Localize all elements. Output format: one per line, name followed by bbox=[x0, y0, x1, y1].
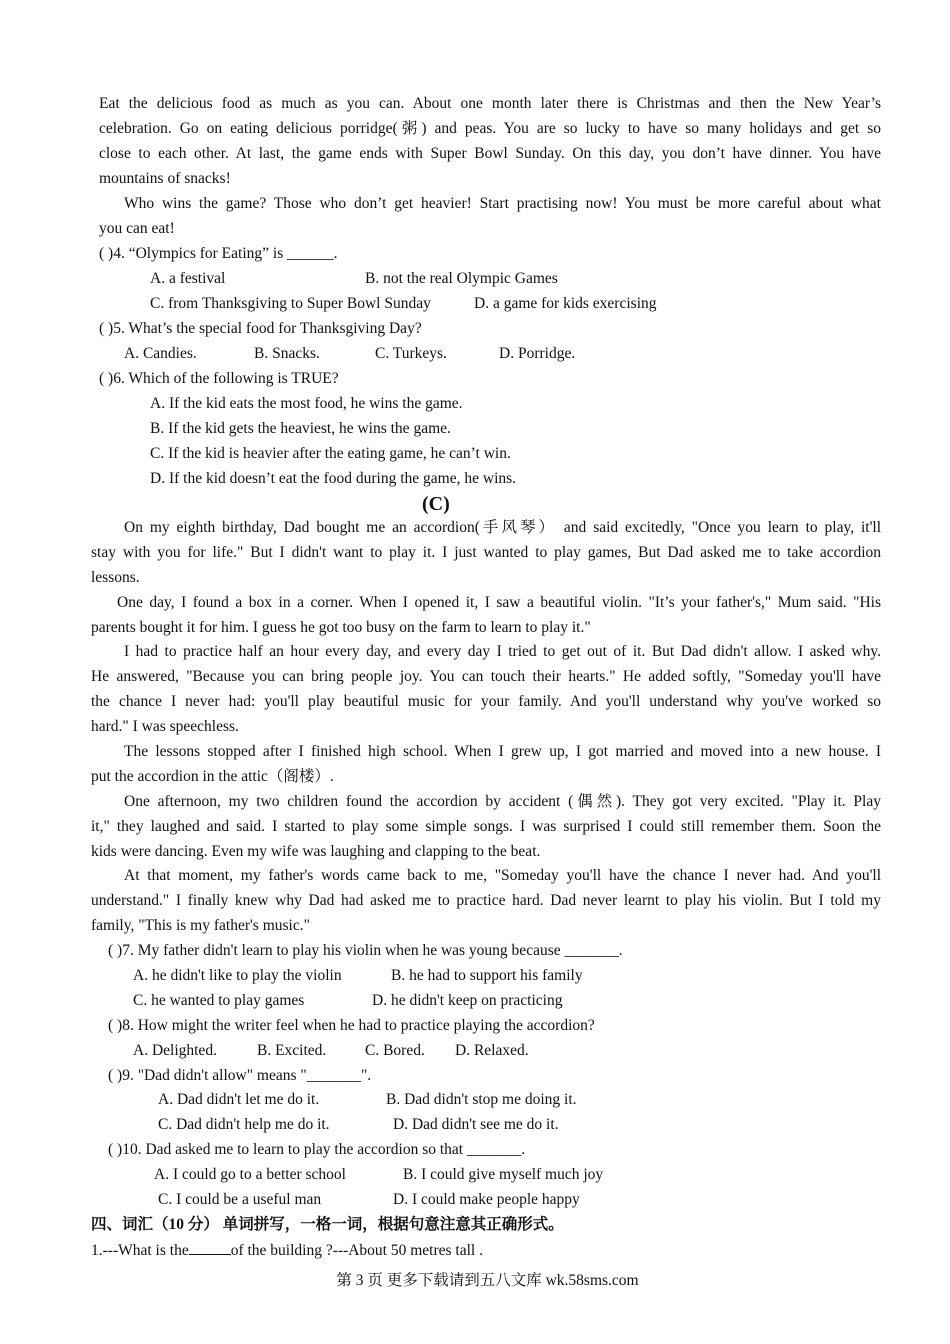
option: A. If the kid eats the most food, he wins the game. bbox=[150, 395, 463, 412]
option: A. Candies. bbox=[124, 345, 197, 362]
vocab-question bbox=[91, 1240, 483, 1261]
paragraph-line: One afternoon, my two children found the accordion by accident (偶然). They got very excited. "Play it. Play bbox=[124, 793, 881, 810]
vocab-question-text: of the building ?---About 50 metres tall . bbox=[230, 1242, 483, 1259]
question-stem: ( )9. "Dad didn't allow" means "_______". bbox=[108, 1067, 372, 1084]
option: D. Porridge. bbox=[499, 345, 576, 362]
option: C. Bored. bbox=[365, 1042, 425, 1059]
option: D. If the kid doesn’t eat the food during the game, he wins. bbox=[150, 470, 517, 487]
option: A. he didn't like to play the violin bbox=[133, 967, 342, 984]
paragraph-line: mountains of snacks! bbox=[99, 170, 231, 187]
paragraph-line: parents bought it for him. I guess he got too busy on the farm to learn to play it." bbox=[91, 619, 591, 636]
option: A. Dad didn't let me do it. bbox=[158, 1091, 320, 1108]
option: B. If the kid gets the heaviest, he wins the game. bbox=[150, 420, 451, 437]
question-stem: ( )8. How might the writer feel when he had to practice playing the accordion? bbox=[108, 1017, 595, 1034]
answer-blank[interactable] bbox=[189, 1240, 231, 1255]
option: A. I could go to a better school bbox=[154, 1166, 346, 1183]
section-heading: 四、词汇（10 分） 单词拼写，一格一词，根据句意注意其正确形式。 bbox=[91, 1216, 564, 1233]
page-footer: 第 3 页 更多下载请到五八文库 wk.58sms.com bbox=[336, 1272, 639, 1289]
option: B. Dad didn't stop me doing it. bbox=[386, 1091, 577, 1108]
paragraph-line: celebration. Go on eating delicious porridge(粥) and peas. You are so lucky to have so many holidays and get so bbox=[99, 120, 881, 137]
option: A. Delighted. bbox=[133, 1042, 217, 1059]
paragraph-line: I had to practice half an hour every day, and every day I tried to get out of it. But Dad didn't allow. I asked why. bbox=[124, 643, 881, 660]
paragraph-line: At that moment, my father's words came back to me, "Someday you'll have the chance I never had. And you'll bbox=[124, 867, 881, 884]
vocab-question-text: 1.---What is the bbox=[91, 1242, 189, 1259]
paragraph-line: close to each other. At last, the game ends with Super Bowl Sunday. On this day, you don’t have dinner. You have bbox=[99, 145, 881, 162]
option: A. a festival bbox=[150, 270, 226, 287]
option: D. he didn't keep on practicing bbox=[372, 992, 563, 1009]
paragraph-line: it," they laughed and said. I started to play some simple songs. I was surprised I could still remember them. Soon the bbox=[91, 818, 881, 835]
question-stem: ( )6. Which of the following is TRUE? bbox=[99, 370, 339, 387]
paragraph-line: He answered, "Because you can bring people joy. You can touch their hearts." He added softly, "Someday you'll have bbox=[91, 668, 881, 685]
paragraph-line: hard." I was speechless. bbox=[91, 718, 239, 735]
option: B. not the real Olympic Games bbox=[365, 270, 558, 287]
paragraph-line: stay with you for life." But I didn't want to play it. I just wanted to play games, But Dad asked me to take accordion bbox=[91, 544, 881, 561]
paragraph-line: The lessons stopped after I finished high school. When I grew up, I got married and moved into a new house. I bbox=[124, 743, 881, 760]
paragraph-line: Who wins the game? Those who don’t get heavier! Start practising now! You must be more careful about what bbox=[124, 195, 881, 212]
option: C. I could be a useful man bbox=[158, 1191, 322, 1208]
question-stem: ( )4. “Olympics for Eating” is ______. bbox=[99, 245, 338, 262]
paragraph-line: family, "This is my father's music." bbox=[91, 917, 310, 934]
question-stem: ( )10. Dad asked me to learn to play the accordion so that _______. bbox=[108, 1141, 526, 1158]
question-stem: ( )7. My father didn't learn to play his violin when he was young because _______. bbox=[108, 942, 623, 959]
paragraph-line: the chance I never had: you'll play beautiful music for your family. And you'll understand why you've worked so bbox=[91, 693, 881, 710]
option: B. I could give myself much joy bbox=[403, 1166, 604, 1183]
option: D. Relaxed. bbox=[455, 1042, 529, 1059]
option: C. Turkeys. bbox=[375, 345, 447, 362]
option: C. Dad didn't help me do it. bbox=[158, 1116, 330, 1133]
option: D. I could make people happy bbox=[393, 1191, 580, 1208]
paragraph-line: On my eighth birthday, Dad bought me an accordion(手风琴） and said excitedly, "Once you learn to play, it'll bbox=[124, 519, 881, 536]
option: D. Dad didn't see me do it. bbox=[393, 1116, 559, 1133]
paragraph-line: One day, I found a box in a corner. When I opened it, I saw a beautiful violin. "It’s your father's," Mum said. "His bbox=[117, 594, 881, 611]
option: B. Excited. bbox=[257, 1042, 327, 1059]
option: C. he wanted to play games bbox=[133, 992, 305, 1009]
paragraph-line: you can eat! bbox=[99, 220, 175, 237]
paragraph-line: understand." I finally knew why Dad had asked me to practice hard. Dad never learnt to play his violin. But I told my bbox=[91, 892, 881, 909]
paragraph-line: put the accordion in the attic（阁楼）. bbox=[91, 768, 334, 785]
option: B. he had to support his family bbox=[391, 967, 583, 984]
option: D. a game for kids exercising bbox=[474, 295, 657, 312]
section-title: (C) bbox=[422, 493, 450, 515]
paragraph-line: kids were dancing. Even my wife was laughing and clapping to the beat. bbox=[91, 843, 541, 860]
option: C. If the kid is heavier after the eating game, he can’t win. bbox=[150, 445, 511, 462]
option: B. Snacks. bbox=[254, 345, 320, 362]
option: C. from Thanksgiving to Super Bowl Sunday bbox=[150, 295, 431, 312]
question-stem: ( )5. What’s the special food for Thanksgiving Day? bbox=[99, 320, 422, 337]
paragraph-line: lessons. bbox=[91, 569, 140, 586]
paragraph-line: Eat the delicious food as much as you can. About one month later there is Christmas and then the New Year’s bbox=[99, 95, 881, 112]
